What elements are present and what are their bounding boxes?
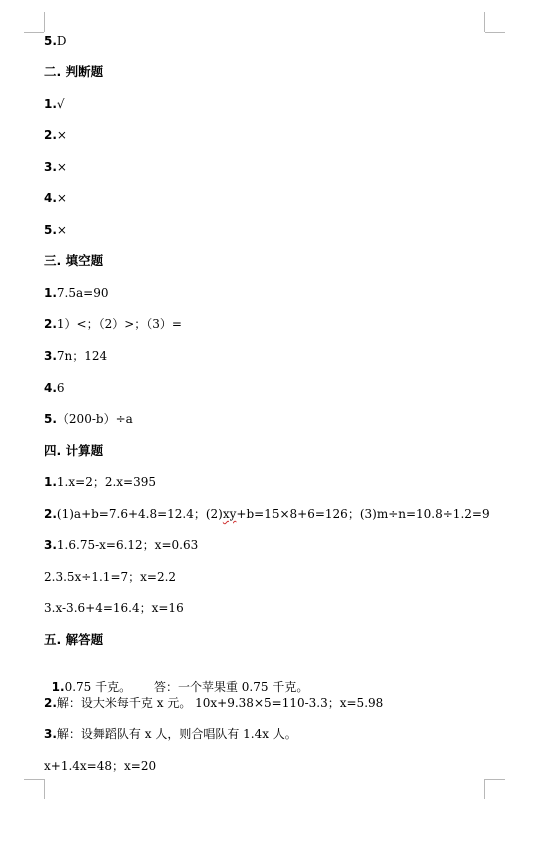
item-text: D [56,34,67,48]
spellcheck-flagged-text: xy [222,507,237,521]
crop-mark-bottom-left-vertical [44,779,45,799]
answer-line [44,411,133,427]
answer-line [44,190,67,206]
answer-line [44,474,156,490]
item-text: 0.75 千克。 答：一个苹果重 0.75 千克。 [64,680,309,694]
answer-line: 2.3.5x÷1.1=7；x=2.2 [44,570,177,584]
crop-mark-top-right-horizontal [485,32,505,33]
item-number: 5. [44,412,57,426]
answer-line [44,96,65,112]
item-number: 5. [44,34,57,48]
item-text: 7.5a=90 [56,286,109,300]
answer-line [44,726,297,742]
answer-line: 3.x-3.6+4=16.4；x=16 [44,601,184,615]
item-text: 6 [56,381,65,395]
item-text: 1.6.75-x=6.12；x=0.63 [56,538,199,552]
crop-mark-bottom-right-vertical [484,779,485,799]
item-text: √ [56,97,65,111]
item-number: 5. [44,223,57,237]
answer-line [44,506,490,522]
item-text: （200-b）÷a [56,412,133,426]
item-number: 3. [44,727,57,741]
section-heading-judgement: 二. 判断题 [44,64,104,79]
crop-mark-top-left-vertical [44,12,45,32]
item-number: 2. [44,317,57,331]
item-number: 3. [44,160,57,174]
section-heading-word-problems: 五. 解答题 [44,632,104,647]
answer-line [44,285,108,301]
item-number: 4. [44,381,57,395]
item-text: 解：设舞蹈队有 x 人，则合唱队有 1.4x 人。 [56,727,297,741]
item-text: × [56,160,67,174]
item-number: 1. [44,97,57,111]
crop-mark-bottom-left-horizontal [24,779,44,780]
answer-line [44,663,308,695]
answer-line [44,316,182,332]
section-heading-fill-blank: 三. 填空题 [44,253,104,268]
item-number: 1. [44,475,57,489]
answer-line [44,222,67,238]
item-text: 1.x=2；2.x=395 [56,475,157,489]
crop-mark-top-right-vertical [484,12,485,32]
item-text-part: (1)a+b=7.6+4.8=12.4；(2) [56,507,223,521]
item-number: 3. [44,538,57,552]
crop-mark-bottom-right-horizontal [485,779,505,780]
item-number: 2. [44,507,57,521]
answer-line [44,33,67,49]
section-heading-calculation: 四. 计算题 [44,443,104,458]
item-text: × [56,128,67,142]
item-text: 解：设大米每千克 x 元。 10x+9.38×5=110-3.3；x=5.98 [56,696,384,710]
item-text-part: +b=15×8+6=126；(3)m÷n=10.8÷1.2=9 [236,507,490,521]
answer-line [44,537,198,553]
answer-line [44,695,383,711]
answer-line [44,348,107,364]
item-number: 1. [51,680,65,694]
item-text: × [56,223,67,237]
item-number: 2. [44,696,57,710]
item-text: × [56,191,67,205]
answer-line [44,380,65,396]
answer-line [44,127,67,143]
item-number: 1. [44,286,57,300]
item-text: 7n；124 [56,349,108,363]
item-text: 1）<；（2）>；（3）= [56,317,182,331]
answer-line [44,159,67,175]
item-number: 3. [44,349,57,363]
item-number: 4. [44,191,57,205]
answer-line: x+1.4x=48；x=20 [44,759,157,773]
crop-mark-top-left-horizontal [24,32,44,33]
item-number: 2. [44,128,57,142]
